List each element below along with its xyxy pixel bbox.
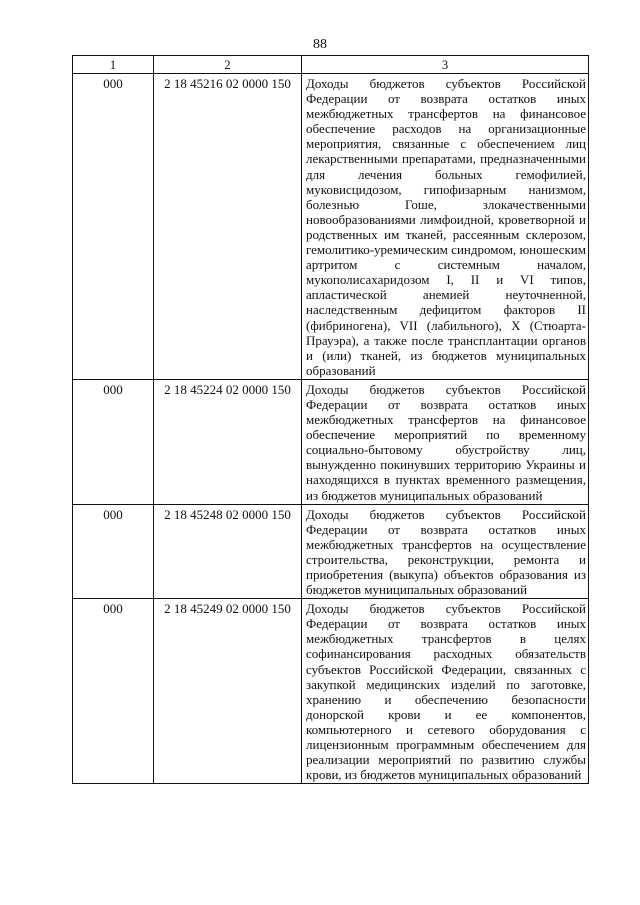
- description-cell: Доходы бюджетов субъектов Российской Федерации от возврата остатков иных межбюджетных трансфертов на финансовое обеспечение мероприятий по временному социально-бытовому обустройству лиц, вынужденно покинувших территорию Украины и находящихся в пунктах временного размещения, из бюджетов муниципальных образований: [302, 379, 589, 504]
- column-header-1: 1: [73, 56, 154, 74]
- budget-code-cell: 2 18 45216 02 0000 150: [154, 74, 302, 380]
- column-header-3: 3: [302, 56, 589, 74]
- table-header-row: [73, 56, 589, 74]
- description-cell: Доходы бюджетов субъектов Российской Федерации от возврата остатков иных межбюджетных трансфертов в целях софинансирования расходных обязательств субъектов Российской Федерации, связанных с закупкой медицинских изделий по заготовке, хранению и обеспечению безопасности донорской крови и ее компонентов, компьютерного и сетевого оборудования с лицензионным программным обеспечением для реализации мероприятий по развитию службы крови, из бюджетов муниципальных образований: [302, 599, 589, 784]
- admin-code-cell: 000: [73, 599, 154, 784]
- table-row: [73, 599, 589, 784]
- budget-code-cell: 2 18 45224 02 0000 150: [154, 379, 302, 504]
- description-cell: Доходы бюджетов субъектов Российской Федерации от возврата остатков иных межбюджетных трансфертов на осуществление строительства, реконструкции, ремонта и приобретения (выкупа) объектов образования из бюджетов муниципальных образований: [302, 504, 589, 599]
- description-cell: Доходы бюджетов субъектов Российской Федерации от возврата остатков иных межбюджетных трансфертов на финансовое обеспечение расходов на организационные мероприятия, связанные с обеспечением лиц лекарственными препаратами, предназначенными для лечения больных гемофилией, муковисцидозом, гипофизарным нанизмом, болезнью Гоше, злокачественными новообразованиями лимфоидной, кроветворной и родственных им тканей, рассеянным склерозом, гемолитико-уремическим синдромом, юношеским артритом с системным началом, мукополисахаридозом I, II и VI типов, апластической анемией неуточненной, наследственным дефицитом факторов II (фибриногена), VII (лабильного), X (Стюарта-Прауэра), а также после трансплантации органов и (или) тканей, из бюджетов муниципальных образований: [302, 74, 589, 380]
- table-row: [73, 504, 589, 599]
- budget-code-cell: 2 18 45248 02 0000 150: [154, 504, 302, 599]
- budget-code-cell: 2 18 45249 02 0000 150: [154, 599, 302, 784]
- column-header-2: 2: [154, 56, 302, 74]
- page-number: 88: [313, 37, 327, 52]
- table-row: [73, 379, 589, 504]
- revenue-codes-table: [72, 55, 589, 784]
- table-row: [73, 74, 589, 380]
- admin-code-cell: 000: [73, 74, 154, 380]
- admin-code-cell: 000: [73, 379, 154, 504]
- admin-code-cell: 000: [73, 504, 154, 599]
